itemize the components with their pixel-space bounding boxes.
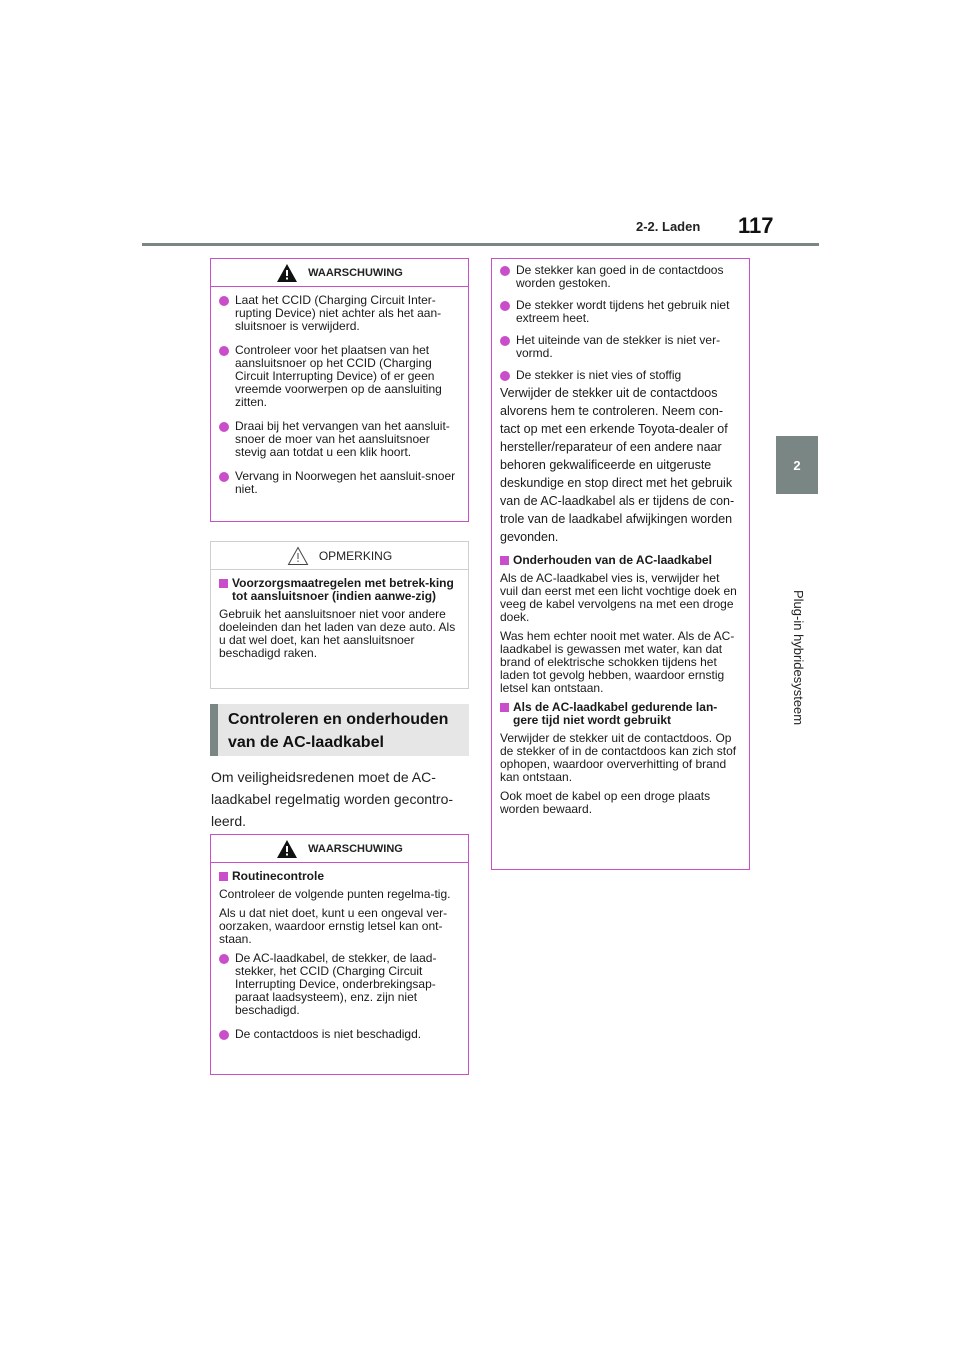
list-item: Vervang in Noorwegen het aansluit-snoer niet. [219,470,458,496]
list-item: Draai bij het vervangen van het aansluit-snoer de moer van het aansluitsnoer stevig aan totdat u een klik hoort. [219,420,458,459]
paragraph: Verwijder de stekker uit de contactdoos alvorens hem te controleren. Neem con-tact op met een erkende Toyota-dealer of hersteller/reparateur of een andere naar behoren gekwalificeerde en uitgeruste deskundige en stop direct met het gebruik van de AC-laadkabel als er tijdens de con-trole van de laadkabel afwijkingen worden gevonden. [500,386,735,544]
warning-box-1 [210,258,469,522]
paragraph: Was hem echter nooit met water. Als de AC-laadkabel is gewassen met water, kan dat brand of elektrische schokken tijdens het laden tot gevolg hebben, waardoor ernstig letsel kan ontstaan. [500,629,735,695]
note-text: Gebruik het aansluitsnoer niet voor andere doeleinden dan het laden van deze auto. Als u dat wel doet, kan het aansluitsnoer beschadigd raken. [219,607,456,660]
warning-triangle-icon [276,839,298,859]
list-item: Het uiteinde van de stekker is niet ver-vormd. [500,334,739,360]
warning-header [211,835,468,863]
bullet-dot-icon [219,346,229,356]
paragraph: Als u dat niet doet, kunt u een ongeval ver-oorzaken, waardoor ernstig letsel kan ont-staan. [219,906,448,946]
bullet-dot-icon [219,422,229,432]
bullet-dot-icon [500,266,510,276]
section-title: 2-2. Laden [636,219,701,234]
warning-box-continued [491,258,750,870]
bullet-dot-icon [219,296,229,306]
bullet-dot-icon [219,1030,229,1040]
warning-triangle-icon [276,263,298,283]
storage-heading: Als de AC-laadkabel gedurende lan-gere tijd niet wordt gebruikt [500,701,739,727]
list-item: Laat het CCID (Charging Circuit Inter-rupting Device) niet achter als het aan-sluitsnoer is verwijderd. [219,294,458,333]
square-bullet-icon [219,579,228,588]
square-bullet-icon [500,556,509,565]
chapter-title: Plug-in hybridesysteem [791,590,806,726]
note-header [211,542,468,570]
caution-outline-icon [287,546,309,566]
list-item: De stekker kan goed in de contactdoos worden gestoken. [500,264,739,290]
list-item: De stekker is niet vies of stoffig [500,369,739,382]
routine-heading: Routinecontrole [219,870,458,883]
warning-header [211,259,468,287]
list-item: De AC-laadkabel, de stekker, de laad-stekker, het CCID (Charging Circuit Interrupting Device, onderbrekingsap-paraat laadsysteem), enz. zijn niet beschadigd. [219,952,458,1017]
bullet-dot-icon [219,954,229,964]
page-number: 117 [738,213,774,238]
list-item: De stekker wordt tijdens het gebruik niet extreem heet. [500,299,739,325]
chapter-tab[interactable]: 2 [776,436,818,494]
section-heading: Controleren en onderhouden van de AC-laadkabel [210,704,469,756]
list-item: De contactdoos is niet beschadigd. [219,1028,458,1041]
square-bullet-icon [500,703,509,712]
paragraph: Controleer de volgende punten regelma-tig. [219,887,451,901]
paragraph: Verwijder de stekker uit de contactdoos. Op de stekker of in de contactdoos kan zich stof ophopen, waardoor oververhitting of brand kan ontstaan. [500,731,737,784]
bullet-dot-icon [219,472,229,482]
note-title: OPMERKING [318,548,393,563]
paragraph: Als de AC-laadkabel vies is, verwijder het vuil dan eerst met een licht vochtige doek en veeg de kabel vervolgens na met een droge doek. [500,571,737,624]
maintenance-heading: Onderhouden van de AC-laadkabel [500,554,739,567]
note-heading: Voorzorgsmaatregelen met betrek-king tot aansluitsnoer (indien aanwe-zig) [219,577,458,603]
note-box [210,541,469,689]
header-divider [142,243,819,246]
warning-title: WAARSCHUWING [308,842,403,855]
warning-box-2 [210,834,469,1075]
bullet-dot-icon [500,301,510,311]
paragraph: Ook moet de kabel op een droge plaats worden bewaard. [500,789,711,816]
intro-paragraph: Om veiligheidsredenen moet de AC-laadkabel regelmatig worden gecontro-leerd. [211,769,454,829]
bullet-dot-icon [500,336,510,346]
bullet-dot-icon [500,371,510,381]
warning-title: WAARSCHUWING [308,266,403,279]
list-item: Controleer voor het plaatsen van het aansluitsnoer op het CCID (Charging Circuit Interrupting Device) of er geen vreemde voorwerpen op de aansluiting zitten. [219,344,458,409]
square-bullet-icon [219,872,228,881]
